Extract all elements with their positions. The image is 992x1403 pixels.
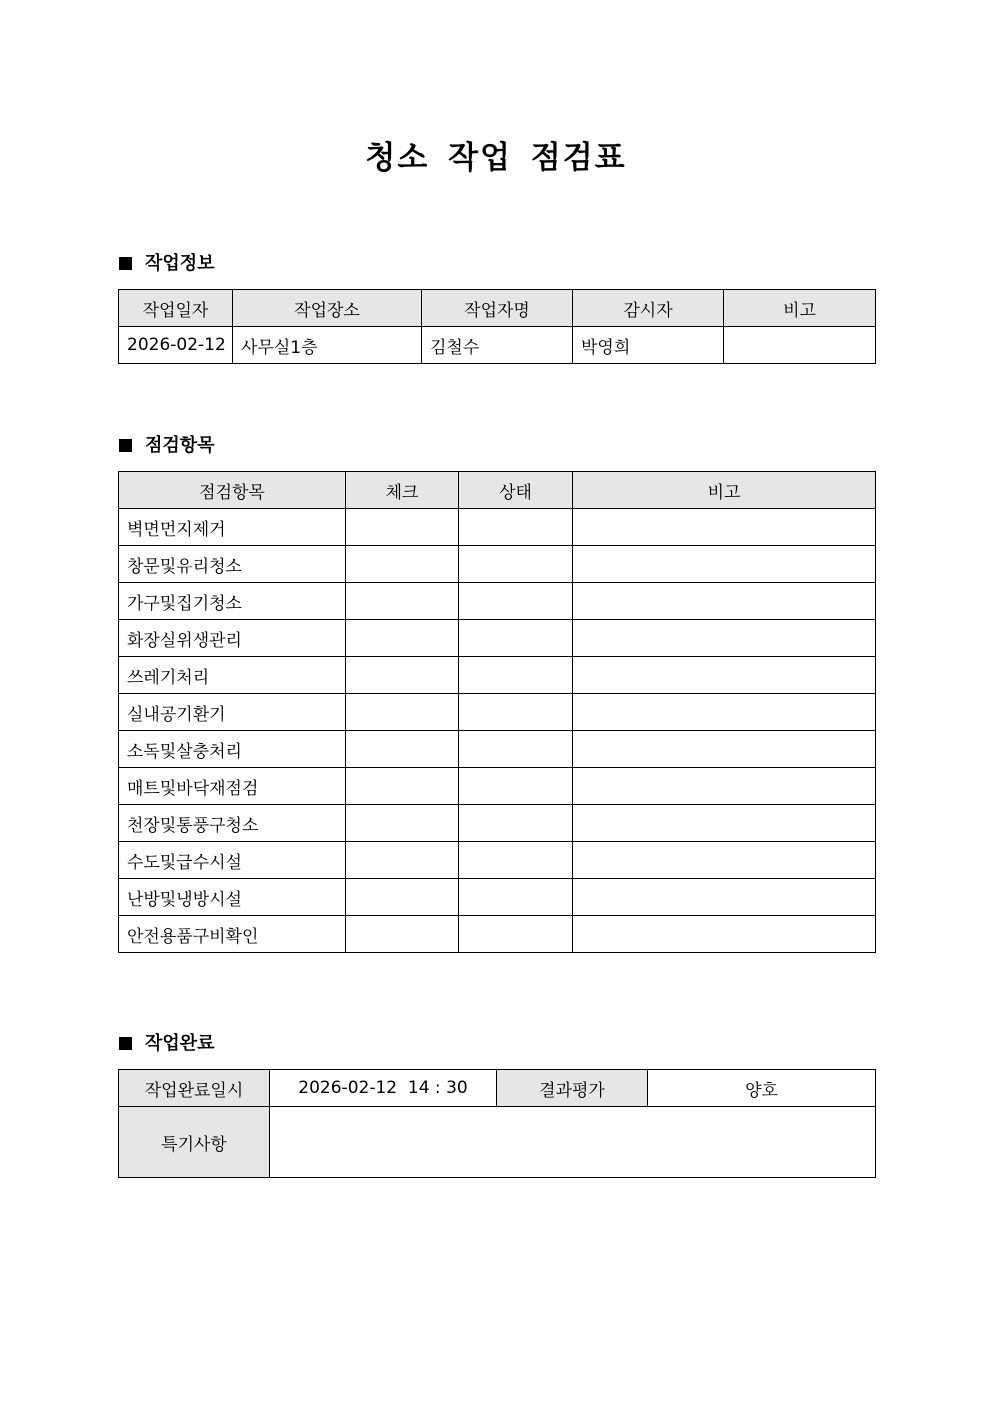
checklist-item-label: 매트및바닥재점검: [119, 768, 346, 805]
section-heading-complete-label: 작업완료: [145, 1033, 215, 1054]
result-evaluation-cell[interactable]: 양호: [648, 1070, 876, 1107]
checklist-check-cell[interactable]: [346, 916, 459, 953]
checklist-item-label: 수도및급수시설: [119, 842, 346, 879]
document-title: 청소 작업 점검표: [365, 140, 627, 176]
checklist-status-cell[interactable]: [459, 546, 573, 583]
checklist-header-remarks: 비고: [573, 472, 876, 509]
table-row: [119, 842, 876, 879]
work-info-header-date: 작업일자: [119, 290, 233, 327]
work-info-remarks-cell[interactable]: [724, 327, 876, 364]
checklist-check-cell[interactable]: [346, 583, 459, 620]
checklist-status-cell[interactable]: [459, 768, 573, 805]
checklist-remarks-cell[interactable]: [573, 879, 876, 916]
square-bullet-icon: [119, 439, 132, 452]
checklist-check-cell[interactable]: [346, 546, 459, 583]
square-bullet-icon: [119, 257, 132, 270]
completion-datetime-cell[interactable]: 2026-02-12 14 : 30: [270, 1070, 497, 1107]
checklist-status-cell[interactable]: [459, 583, 573, 620]
supervisor-cell[interactable]: 박영희: [573, 327, 724, 364]
checklist-status-cell[interactable]: [459, 657, 573, 694]
square-bullet-icon: [119, 1037, 132, 1050]
checklist-item-label: 실내공기환기: [119, 694, 346, 731]
checklist-remarks-cell[interactable]: [573, 768, 876, 805]
table-row: [119, 509, 876, 546]
checklist-check-cell[interactable]: [346, 805, 459, 842]
checklist-check-cell[interactable]: [346, 620, 459, 657]
special-remarks-label: 특기사항: [119, 1107, 270, 1178]
checklist-item-label: 가구및집기청소: [119, 583, 346, 620]
checklist-item-label: 화장실위생관리: [119, 620, 346, 657]
checklist-item-label: 안전용품구비확인: [119, 916, 346, 953]
checklist-check-cell[interactable]: [346, 879, 459, 916]
checklist-check-cell[interactable]: [346, 657, 459, 694]
table-row: [119, 768, 876, 805]
remarks-row: [119, 1107, 876, 1178]
work-date-cell[interactable]: 2026-02-12: [119, 327, 233, 364]
table-row: [119, 879, 876, 916]
checklist-remarks-cell[interactable]: [573, 509, 876, 546]
work-info-data-row: [119, 327, 876, 364]
section-heading-check-label: 점검항목: [145, 435, 215, 456]
completion-datetime-label: 작업완료일시: [119, 1070, 270, 1107]
checklist-item-label: 쓰레기처리: [119, 657, 346, 694]
checklist-check-cell[interactable]: [346, 842, 459, 879]
section-heading-info: [119, 252, 215, 276]
checklist-status-cell[interactable]: [459, 805, 573, 842]
table-row: [119, 657, 876, 694]
checklist-status-cell[interactable]: [459, 509, 573, 546]
checklist-status-cell[interactable]: [459, 879, 573, 916]
checklist-status-cell[interactable]: [459, 620, 573, 657]
checklist-header-item: 점검항목: [119, 472, 346, 509]
checklist-check-cell[interactable]: [346, 731, 459, 768]
checklist-remarks-cell[interactable]: [573, 546, 876, 583]
checklist-remarks-cell[interactable]: [573, 657, 876, 694]
section-heading-info-label: 작업정보: [145, 253, 215, 274]
work-info-header-supervisor: 감시자: [573, 290, 724, 327]
checklist-header-row: [119, 472, 876, 509]
completion-row: [119, 1070, 876, 1107]
checklist-remarks-cell[interactable]: [573, 842, 876, 879]
checklist-item-label: 창문및유리청소: [119, 546, 346, 583]
checklist-check-cell[interactable]: [346, 509, 459, 546]
checklist-remarks-cell[interactable]: [573, 805, 876, 842]
checklist-header-status: 상태: [459, 472, 573, 509]
worker-name-cell[interactable]: 김철수: [422, 327, 573, 364]
checklist-remarks-cell[interactable]: [573, 694, 876, 731]
checklist-item-label: 천장및통풍구청소: [119, 805, 346, 842]
completion-table: [118, 1069, 876, 1178]
work-info-table: [118, 289, 876, 364]
table-row: [119, 694, 876, 731]
checklist-table: [118, 471, 876, 953]
checklist-check-cell[interactable]: [346, 694, 459, 731]
work-info-header-row: [119, 290, 876, 327]
checklist-remarks-cell[interactable]: [573, 916, 876, 953]
table-row: [119, 916, 876, 953]
table-row: [119, 805, 876, 842]
table-row: [119, 620, 876, 657]
checklist-status-cell[interactable]: [459, 694, 573, 731]
section-heading-complete: [119, 1032, 215, 1056]
table-row: [119, 583, 876, 620]
work-info-header-remarks: 비고: [724, 290, 876, 327]
checklist-remarks-cell[interactable]: [573, 620, 876, 657]
checklist-header-check: 체크: [346, 472, 459, 509]
checklist-remarks-cell[interactable]: [573, 731, 876, 768]
section-heading-check: [119, 434, 215, 458]
checklist-status-cell[interactable]: [459, 731, 573, 768]
checklist-remarks-cell[interactable]: [573, 583, 876, 620]
checklist-check-cell[interactable]: [346, 768, 459, 805]
special-remarks-cell[interactable]: [270, 1107, 876, 1178]
checklist-item-label: 난방및냉방시설: [119, 879, 346, 916]
work-info-header-worker: 작업자명: [422, 290, 573, 327]
result-evaluation-label: 결과평가: [497, 1070, 648, 1107]
checklist-item-label: 벽면먼지제거: [119, 509, 346, 546]
checklist-item-label: 소독및살충처리: [119, 731, 346, 768]
work-info-header-location: 작업장소: [233, 290, 422, 327]
checklist-status-cell[interactable]: [459, 916, 573, 953]
work-location-cell[interactable]: 사무실1층: [233, 327, 422, 364]
table-row: [119, 731, 876, 768]
table-row: [119, 546, 876, 583]
checklist-status-cell[interactable]: [459, 842, 573, 879]
